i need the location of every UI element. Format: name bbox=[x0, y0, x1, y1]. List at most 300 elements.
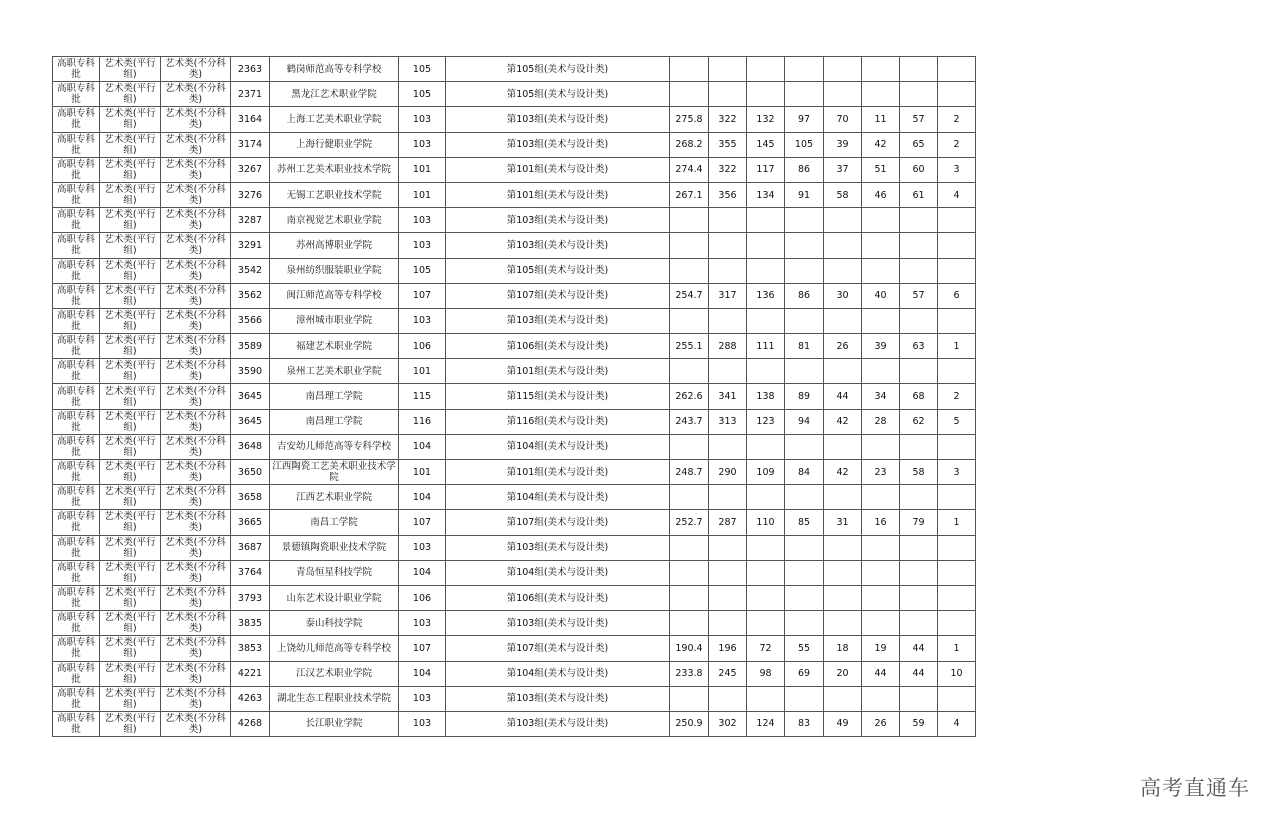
avg-score-cell bbox=[670, 308, 709, 333]
score-cell-a: 134 bbox=[747, 182, 785, 207]
count-cell bbox=[938, 57, 976, 82]
school-name-cell: 江西陶瓷工艺美术职业技术学院 bbox=[270, 460, 399, 485]
table-row bbox=[53, 308, 976, 333]
score-cell-d: 19 bbox=[862, 636, 900, 661]
group-code-cell: 116 bbox=[399, 409, 446, 434]
count-cell: 3 bbox=[938, 460, 976, 485]
max-score-cell: 287 bbox=[709, 510, 747, 535]
score-cell-e: 68 bbox=[900, 384, 938, 409]
score-cell-a: 109 bbox=[747, 460, 785, 485]
batch-cell: 高职专科批 bbox=[53, 334, 100, 359]
school-code-cell: 3542 bbox=[231, 258, 270, 283]
table-row bbox=[53, 510, 976, 535]
group-name-cell: 第103组(美术与设计类) bbox=[446, 308, 670, 333]
group-code-cell: 115 bbox=[399, 384, 446, 409]
score-cell-a bbox=[747, 82, 785, 107]
category-cell: 艺术类(平行组) bbox=[100, 485, 161, 510]
watermark-text: 高考直通车 bbox=[1140, 776, 1250, 800]
score-cell-e: 62 bbox=[900, 409, 938, 434]
max-score-cell bbox=[709, 686, 747, 711]
batch-cell: 高职专科批 bbox=[53, 636, 100, 661]
score-cell-d: 46 bbox=[862, 182, 900, 207]
batch-cell: 高职专科批 bbox=[53, 661, 100, 686]
max-score-cell bbox=[709, 233, 747, 258]
score-cell-b bbox=[785, 585, 824, 610]
score-cell-d: 11 bbox=[862, 107, 900, 132]
score-cell-c bbox=[824, 208, 862, 233]
school-name-cell: 闽江师范高等专科学校 bbox=[270, 283, 399, 308]
score-cell-a: 145 bbox=[747, 132, 785, 157]
score-cell-e bbox=[900, 208, 938, 233]
school-code-cell: 3566 bbox=[231, 308, 270, 333]
score-cell-c: 42 bbox=[824, 409, 862, 434]
group-code-cell: 103 bbox=[399, 308, 446, 333]
avg-score-cell bbox=[670, 686, 709, 711]
group-code-cell: 106 bbox=[399, 585, 446, 610]
score-cell-a: 98 bbox=[747, 661, 785, 686]
group-name-cell: 第105组(美术与设计类) bbox=[446, 82, 670, 107]
score-cell-b bbox=[785, 82, 824, 107]
count-cell bbox=[938, 82, 976, 107]
avg-score-cell: 243.7 bbox=[670, 409, 709, 434]
group-name-cell: 第103组(美术与设计类) bbox=[446, 611, 670, 636]
score-cell-b bbox=[785, 535, 824, 560]
group-name-cell: 第116组(美术与设计类) bbox=[446, 409, 670, 434]
table-row bbox=[53, 585, 976, 610]
score-cell-b: 69 bbox=[785, 661, 824, 686]
score-cell-b bbox=[785, 233, 824, 258]
score-cell-e: 59 bbox=[900, 711, 938, 736]
score-cell-c: 39 bbox=[824, 132, 862, 157]
table-row bbox=[53, 434, 976, 459]
avg-score-cell bbox=[670, 434, 709, 459]
score-cell-e: 58 bbox=[900, 460, 938, 485]
school-code-cell: 3764 bbox=[231, 560, 270, 585]
score-cell-e: 44 bbox=[900, 661, 938, 686]
score-cell-b: 89 bbox=[785, 384, 824, 409]
table-row bbox=[53, 460, 976, 485]
table-row bbox=[53, 686, 976, 711]
score-cell-b bbox=[785, 57, 824, 82]
avg-score-cell: 250.9 bbox=[670, 711, 709, 736]
score-cell-b: 105 bbox=[785, 132, 824, 157]
school-name-cell: 青岛恒星科技学院 bbox=[270, 560, 399, 585]
school-name-cell: 南昌理工学院 bbox=[270, 409, 399, 434]
school-code-cell: 3164 bbox=[231, 107, 270, 132]
category-cell: 艺术类(平行组) bbox=[100, 711, 161, 736]
score-cell-c: 20 bbox=[824, 661, 862, 686]
batch-cell: 高职专科批 bbox=[53, 535, 100, 560]
score-cell-d bbox=[862, 57, 900, 82]
group-code-cell: 105 bbox=[399, 57, 446, 82]
category-cell: 艺术类(平行组) bbox=[100, 233, 161, 258]
table-row bbox=[53, 535, 976, 560]
group-name-cell: 第101组(美术与设计类) bbox=[446, 359, 670, 384]
score-cell-e bbox=[900, 308, 938, 333]
subject-type-cell: 艺术类(不分科类) bbox=[161, 686, 231, 711]
school-code-cell: 3267 bbox=[231, 157, 270, 182]
school-code-cell: 3276 bbox=[231, 182, 270, 207]
group-code-cell: 103 bbox=[399, 711, 446, 736]
category-cell: 艺术类(平行组) bbox=[100, 82, 161, 107]
group-code-cell: 103 bbox=[399, 233, 446, 258]
table-row bbox=[53, 359, 976, 384]
score-cell-a: 117 bbox=[747, 157, 785, 182]
score-cell-e: 44 bbox=[900, 636, 938, 661]
count-cell bbox=[938, 208, 976, 233]
category-cell: 艺术类(平行组) bbox=[100, 611, 161, 636]
subject-type-cell: 艺术类(不分科类) bbox=[161, 434, 231, 459]
school-name-cell: 苏州高博职业学院 bbox=[270, 233, 399, 258]
group-code-cell: 103 bbox=[399, 535, 446, 560]
score-cell-b bbox=[785, 686, 824, 711]
avg-score-cell: 252.7 bbox=[670, 510, 709, 535]
batch-cell: 高职专科批 bbox=[53, 686, 100, 711]
subject-type-cell: 艺术类(不分科类) bbox=[161, 233, 231, 258]
subject-type-cell: 艺术类(不分科类) bbox=[161, 82, 231, 107]
group-name-cell: 第101组(美术与设计类) bbox=[446, 182, 670, 207]
score-cell-c bbox=[824, 560, 862, 585]
group-code-cell: 101 bbox=[399, 359, 446, 384]
subject-type-cell: 艺术类(不分科类) bbox=[161, 510, 231, 535]
school-code-cell: 3853 bbox=[231, 636, 270, 661]
score-cell-a bbox=[747, 57, 785, 82]
score-cell-b: 86 bbox=[785, 283, 824, 308]
score-cell-e bbox=[900, 258, 938, 283]
subject-type-cell: 艺术类(不分科类) bbox=[161, 334, 231, 359]
score-cell-a bbox=[747, 258, 785, 283]
score-cell-b bbox=[785, 611, 824, 636]
count-cell: 2 bbox=[938, 384, 976, 409]
score-cell-e: 57 bbox=[900, 107, 938, 132]
max-score-cell bbox=[709, 485, 747, 510]
batch-cell: 高职专科批 bbox=[53, 384, 100, 409]
school-name-cell: 泉州工艺美术职业学院 bbox=[270, 359, 399, 384]
group-name-cell: 第104组(美术与设计类) bbox=[446, 661, 670, 686]
subject-type-cell: 艺术类(不分科类) bbox=[161, 107, 231, 132]
avg-score-cell bbox=[670, 611, 709, 636]
avg-score-cell: 268.2 bbox=[670, 132, 709, 157]
table-row bbox=[53, 283, 976, 308]
category-cell: 艺术类(平行组) bbox=[100, 132, 161, 157]
school-code-cell: 3287 bbox=[231, 208, 270, 233]
avg-score-cell bbox=[670, 535, 709, 560]
score-cell-b: 83 bbox=[785, 711, 824, 736]
score-cell-e: 60 bbox=[900, 157, 938, 182]
max-score-cell: 245 bbox=[709, 661, 747, 686]
table-row bbox=[53, 636, 976, 661]
score-cell-d: 39 bbox=[862, 334, 900, 359]
school-name-cell: 上海行健职业学院 bbox=[270, 132, 399, 157]
score-cell-b bbox=[785, 485, 824, 510]
school-name-cell: 泰山科技学院 bbox=[270, 611, 399, 636]
score-cell-a bbox=[747, 308, 785, 333]
category-cell: 艺术类(平行组) bbox=[100, 409, 161, 434]
table-row bbox=[53, 208, 976, 233]
score-cell-c: 18 bbox=[824, 636, 862, 661]
score-cell-c bbox=[824, 535, 862, 560]
school-code-cell: 3589 bbox=[231, 334, 270, 359]
category-cell: 艺术类(平行组) bbox=[100, 434, 161, 459]
group-name-cell: 第103组(美术与设计类) bbox=[446, 107, 670, 132]
avg-score-cell: 254.7 bbox=[670, 283, 709, 308]
school-name-cell: 苏州工艺美术职业技术学院 bbox=[270, 157, 399, 182]
group-code-cell: 107 bbox=[399, 636, 446, 661]
group-code-cell: 104 bbox=[399, 560, 446, 585]
score-cell-c: 49 bbox=[824, 711, 862, 736]
avg-score-cell bbox=[670, 57, 709, 82]
group-name-cell: 第103组(美术与设计类) bbox=[446, 132, 670, 157]
school-code-cell: 3645 bbox=[231, 384, 270, 409]
score-cell-e bbox=[900, 585, 938, 610]
score-cell-d: 40 bbox=[862, 283, 900, 308]
batch-cell: 高职专科批 bbox=[53, 57, 100, 82]
batch-cell: 高职专科批 bbox=[53, 182, 100, 207]
score-cell-a bbox=[747, 359, 785, 384]
subject-type-cell: 艺术类(不分科类) bbox=[161, 636, 231, 661]
subject-type-cell: 艺术类(不分科类) bbox=[161, 182, 231, 207]
group-name-cell: 第103组(美术与设计类) bbox=[446, 208, 670, 233]
score-cell-d bbox=[862, 308, 900, 333]
max-score-cell bbox=[709, 308, 747, 333]
count-cell bbox=[938, 560, 976, 585]
group-code-cell: 103 bbox=[399, 208, 446, 233]
school-code-cell: 3645 bbox=[231, 409, 270, 434]
score-cell-d bbox=[862, 485, 900, 510]
group-name-cell: 第103组(美术与设计类) bbox=[446, 711, 670, 736]
avg-score-cell bbox=[670, 208, 709, 233]
max-score-cell: 302 bbox=[709, 711, 747, 736]
score-cell-b bbox=[785, 434, 824, 459]
score-cell-c bbox=[824, 308, 862, 333]
school-name-cell: 景德镇陶瓷职业技术学院 bbox=[270, 535, 399, 560]
score-cell-a: 124 bbox=[747, 711, 785, 736]
school-code-cell: 2363 bbox=[231, 57, 270, 82]
count-cell: 1 bbox=[938, 510, 976, 535]
max-score-cell: 196 bbox=[709, 636, 747, 661]
count-cell: 4 bbox=[938, 182, 976, 207]
group-name-cell: 第103组(美术与设计类) bbox=[446, 535, 670, 560]
score-cell-e bbox=[900, 485, 938, 510]
score-cell-b bbox=[785, 308, 824, 333]
batch-cell: 高职专科批 bbox=[53, 233, 100, 258]
school-name-cell: 南昌理工学院 bbox=[270, 384, 399, 409]
score-cell-a: 136 bbox=[747, 283, 785, 308]
count-cell bbox=[938, 308, 976, 333]
avg-score-cell: 233.8 bbox=[670, 661, 709, 686]
school-name-cell: 漳州城市职业学院 bbox=[270, 308, 399, 333]
school-code-cell: 3665 bbox=[231, 510, 270, 535]
max-score-cell: 322 bbox=[709, 157, 747, 182]
score-cell-d bbox=[862, 359, 900, 384]
score-cell-c bbox=[824, 258, 862, 283]
subject-type-cell: 艺术类(不分科类) bbox=[161, 308, 231, 333]
score-cell-d bbox=[862, 686, 900, 711]
avg-score-cell: 248.7 bbox=[670, 460, 709, 485]
score-cell-c: 70 bbox=[824, 107, 862, 132]
avg-score-cell: 190.4 bbox=[670, 636, 709, 661]
max-score-cell: 355 bbox=[709, 132, 747, 157]
count-cell: 3 bbox=[938, 157, 976, 182]
school-code-cell: 3291 bbox=[231, 233, 270, 258]
category-cell: 艺术类(平行组) bbox=[100, 308, 161, 333]
count-cell: 6 bbox=[938, 283, 976, 308]
table-body bbox=[53, 57, 976, 737]
group-name-cell: 第103组(美术与设计类) bbox=[446, 686, 670, 711]
score-cell-a bbox=[747, 535, 785, 560]
group-code-cell: 107 bbox=[399, 283, 446, 308]
school-name-cell: 吉安幼儿师范高等专科学校 bbox=[270, 434, 399, 459]
group-name-cell: 第103组(美术与设计类) bbox=[446, 233, 670, 258]
score-cell-e bbox=[900, 57, 938, 82]
subject-type-cell: 艺术类(不分科类) bbox=[161, 585, 231, 610]
max-score-cell: 341 bbox=[709, 384, 747, 409]
max-score-cell bbox=[709, 258, 747, 283]
max-score-cell: 290 bbox=[709, 460, 747, 485]
count-cell bbox=[938, 233, 976, 258]
table-row bbox=[53, 711, 976, 736]
batch-cell: 高职专科批 bbox=[53, 359, 100, 384]
group-name-cell: 第101组(美术与设计类) bbox=[446, 460, 670, 485]
score-cell-a: 123 bbox=[747, 409, 785, 434]
subject-type-cell: 艺术类(不分科类) bbox=[161, 208, 231, 233]
score-cell-d: 34 bbox=[862, 384, 900, 409]
score-cell-a bbox=[747, 560, 785, 585]
batch-cell: 高职专科批 bbox=[53, 82, 100, 107]
score-cell-b: 94 bbox=[785, 409, 824, 434]
school-code-cell: 4263 bbox=[231, 686, 270, 711]
score-cell-d: 16 bbox=[862, 510, 900, 535]
school-code-cell: 3835 bbox=[231, 611, 270, 636]
score-cell-d bbox=[862, 585, 900, 610]
score-cell-c: 37 bbox=[824, 157, 862, 182]
avg-score-cell: 255.1 bbox=[670, 334, 709, 359]
school-code-cell: 3562 bbox=[231, 283, 270, 308]
table-row bbox=[53, 233, 976, 258]
batch-cell: 高职专科批 bbox=[53, 107, 100, 132]
table-row bbox=[53, 107, 976, 132]
score-cell-e: 57 bbox=[900, 283, 938, 308]
score-cell-c bbox=[824, 359, 862, 384]
subject-type-cell: 艺术类(不分科类) bbox=[161, 157, 231, 182]
group-name-cell: 第107组(美术与设计类) bbox=[446, 636, 670, 661]
count-cell bbox=[938, 611, 976, 636]
score-cell-a: 138 bbox=[747, 384, 785, 409]
score-cell-c bbox=[824, 611, 862, 636]
count-cell bbox=[938, 434, 976, 459]
school-code-cell: 4268 bbox=[231, 711, 270, 736]
avg-score-cell: 262.6 bbox=[670, 384, 709, 409]
table-row bbox=[53, 409, 976, 434]
max-score-cell bbox=[709, 535, 747, 560]
table-row bbox=[53, 334, 976, 359]
group-code-cell: 103 bbox=[399, 132, 446, 157]
avg-score-cell bbox=[670, 485, 709, 510]
count-cell bbox=[938, 585, 976, 610]
school-name-cell: 南昌工学院 bbox=[270, 510, 399, 535]
group-code-cell: 101 bbox=[399, 460, 446, 485]
score-cell-e bbox=[900, 434, 938, 459]
score-cell-e bbox=[900, 359, 938, 384]
score-cell-a bbox=[747, 485, 785, 510]
school-name-cell: 无锡工艺职业技术学院 bbox=[270, 182, 399, 207]
score-cell-c bbox=[824, 434, 862, 459]
batch-cell: 高职专科批 bbox=[53, 208, 100, 233]
score-cell-d: 26 bbox=[862, 711, 900, 736]
count-cell bbox=[938, 485, 976, 510]
subject-type-cell: 艺术类(不分科类) bbox=[161, 258, 231, 283]
score-cell-c: 44 bbox=[824, 384, 862, 409]
batch-cell: 高职专科批 bbox=[53, 258, 100, 283]
category-cell: 艺术类(平行组) bbox=[100, 460, 161, 485]
batch-cell: 高职专科批 bbox=[53, 485, 100, 510]
score-cell-d bbox=[862, 258, 900, 283]
count-cell bbox=[938, 258, 976, 283]
group-code-cell: 103 bbox=[399, 686, 446, 711]
subject-type-cell: 艺术类(不分科类) bbox=[161, 611, 231, 636]
score-cell-c bbox=[824, 585, 862, 610]
table-row bbox=[53, 82, 976, 107]
subject-type-cell: 艺术类(不分科类) bbox=[161, 661, 231, 686]
batch-cell: 高职专科批 bbox=[53, 460, 100, 485]
group-code-cell: 103 bbox=[399, 611, 446, 636]
score-cell-e: 65 bbox=[900, 132, 938, 157]
avg-score-cell bbox=[670, 82, 709, 107]
score-cell-b: 81 bbox=[785, 334, 824, 359]
max-score-cell bbox=[709, 82, 747, 107]
count-cell bbox=[938, 359, 976, 384]
score-cell-e bbox=[900, 611, 938, 636]
category-cell: 艺术类(平行组) bbox=[100, 560, 161, 585]
score-cell-c: 42 bbox=[824, 460, 862, 485]
score-cell-c: 30 bbox=[824, 283, 862, 308]
score-cell-d bbox=[862, 560, 900, 585]
school-code-cell: 3648 bbox=[231, 434, 270, 459]
category-cell: 艺术类(平行组) bbox=[100, 334, 161, 359]
subject-type-cell: 艺术类(不分科类) bbox=[161, 409, 231, 434]
score-cell-a bbox=[747, 611, 785, 636]
score-cell-c bbox=[824, 686, 862, 711]
score-cell-c bbox=[824, 233, 862, 258]
school-name-cell: 江西艺术职业学院 bbox=[270, 485, 399, 510]
max-score-cell: 356 bbox=[709, 182, 747, 207]
score-cell-b: 84 bbox=[785, 460, 824, 485]
max-score-cell bbox=[709, 57, 747, 82]
table-row bbox=[53, 661, 976, 686]
school-name-cell: 鹤岗师范高等专科学校 bbox=[270, 57, 399, 82]
score-cell-d bbox=[862, 434, 900, 459]
group-code-cell: 103 bbox=[399, 107, 446, 132]
group-code-cell: 104 bbox=[399, 434, 446, 459]
school-code-cell: 3793 bbox=[231, 585, 270, 610]
category-cell: 艺术类(平行组) bbox=[100, 157, 161, 182]
table-row bbox=[53, 560, 976, 585]
score-cell-a: 72 bbox=[747, 636, 785, 661]
school-code-cell: 3650 bbox=[231, 460, 270, 485]
school-code-cell: 3687 bbox=[231, 535, 270, 560]
max-score-cell bbox=[709, 585, 747, 610]
category-cell: 艺术类(平行组) bbox=[100, 661, 161, 686]
score-cell-b: 86 bbox=[785, 157, 824, 182]
max-score-cell bbox=[709, 359, 747, 384]
category-cell: 艺术类(平行组) bbox=[100, 57, 161, 82]
score-cell-b: 91 bbox=[785, 182, 824, 207]
max-score-cell: 313 bbox=[709, 409, 747, 434]
batch-cell: 高职专科批 bbox=[53, 283, 100, 308]
score-cell-d: 44 bbox=[862, 661, 900, 686]
school-code-cell: 2371 bbox=[231, 82, 270, 107]
count-cell: 1 bbox=[938, 636, 976, 661]
